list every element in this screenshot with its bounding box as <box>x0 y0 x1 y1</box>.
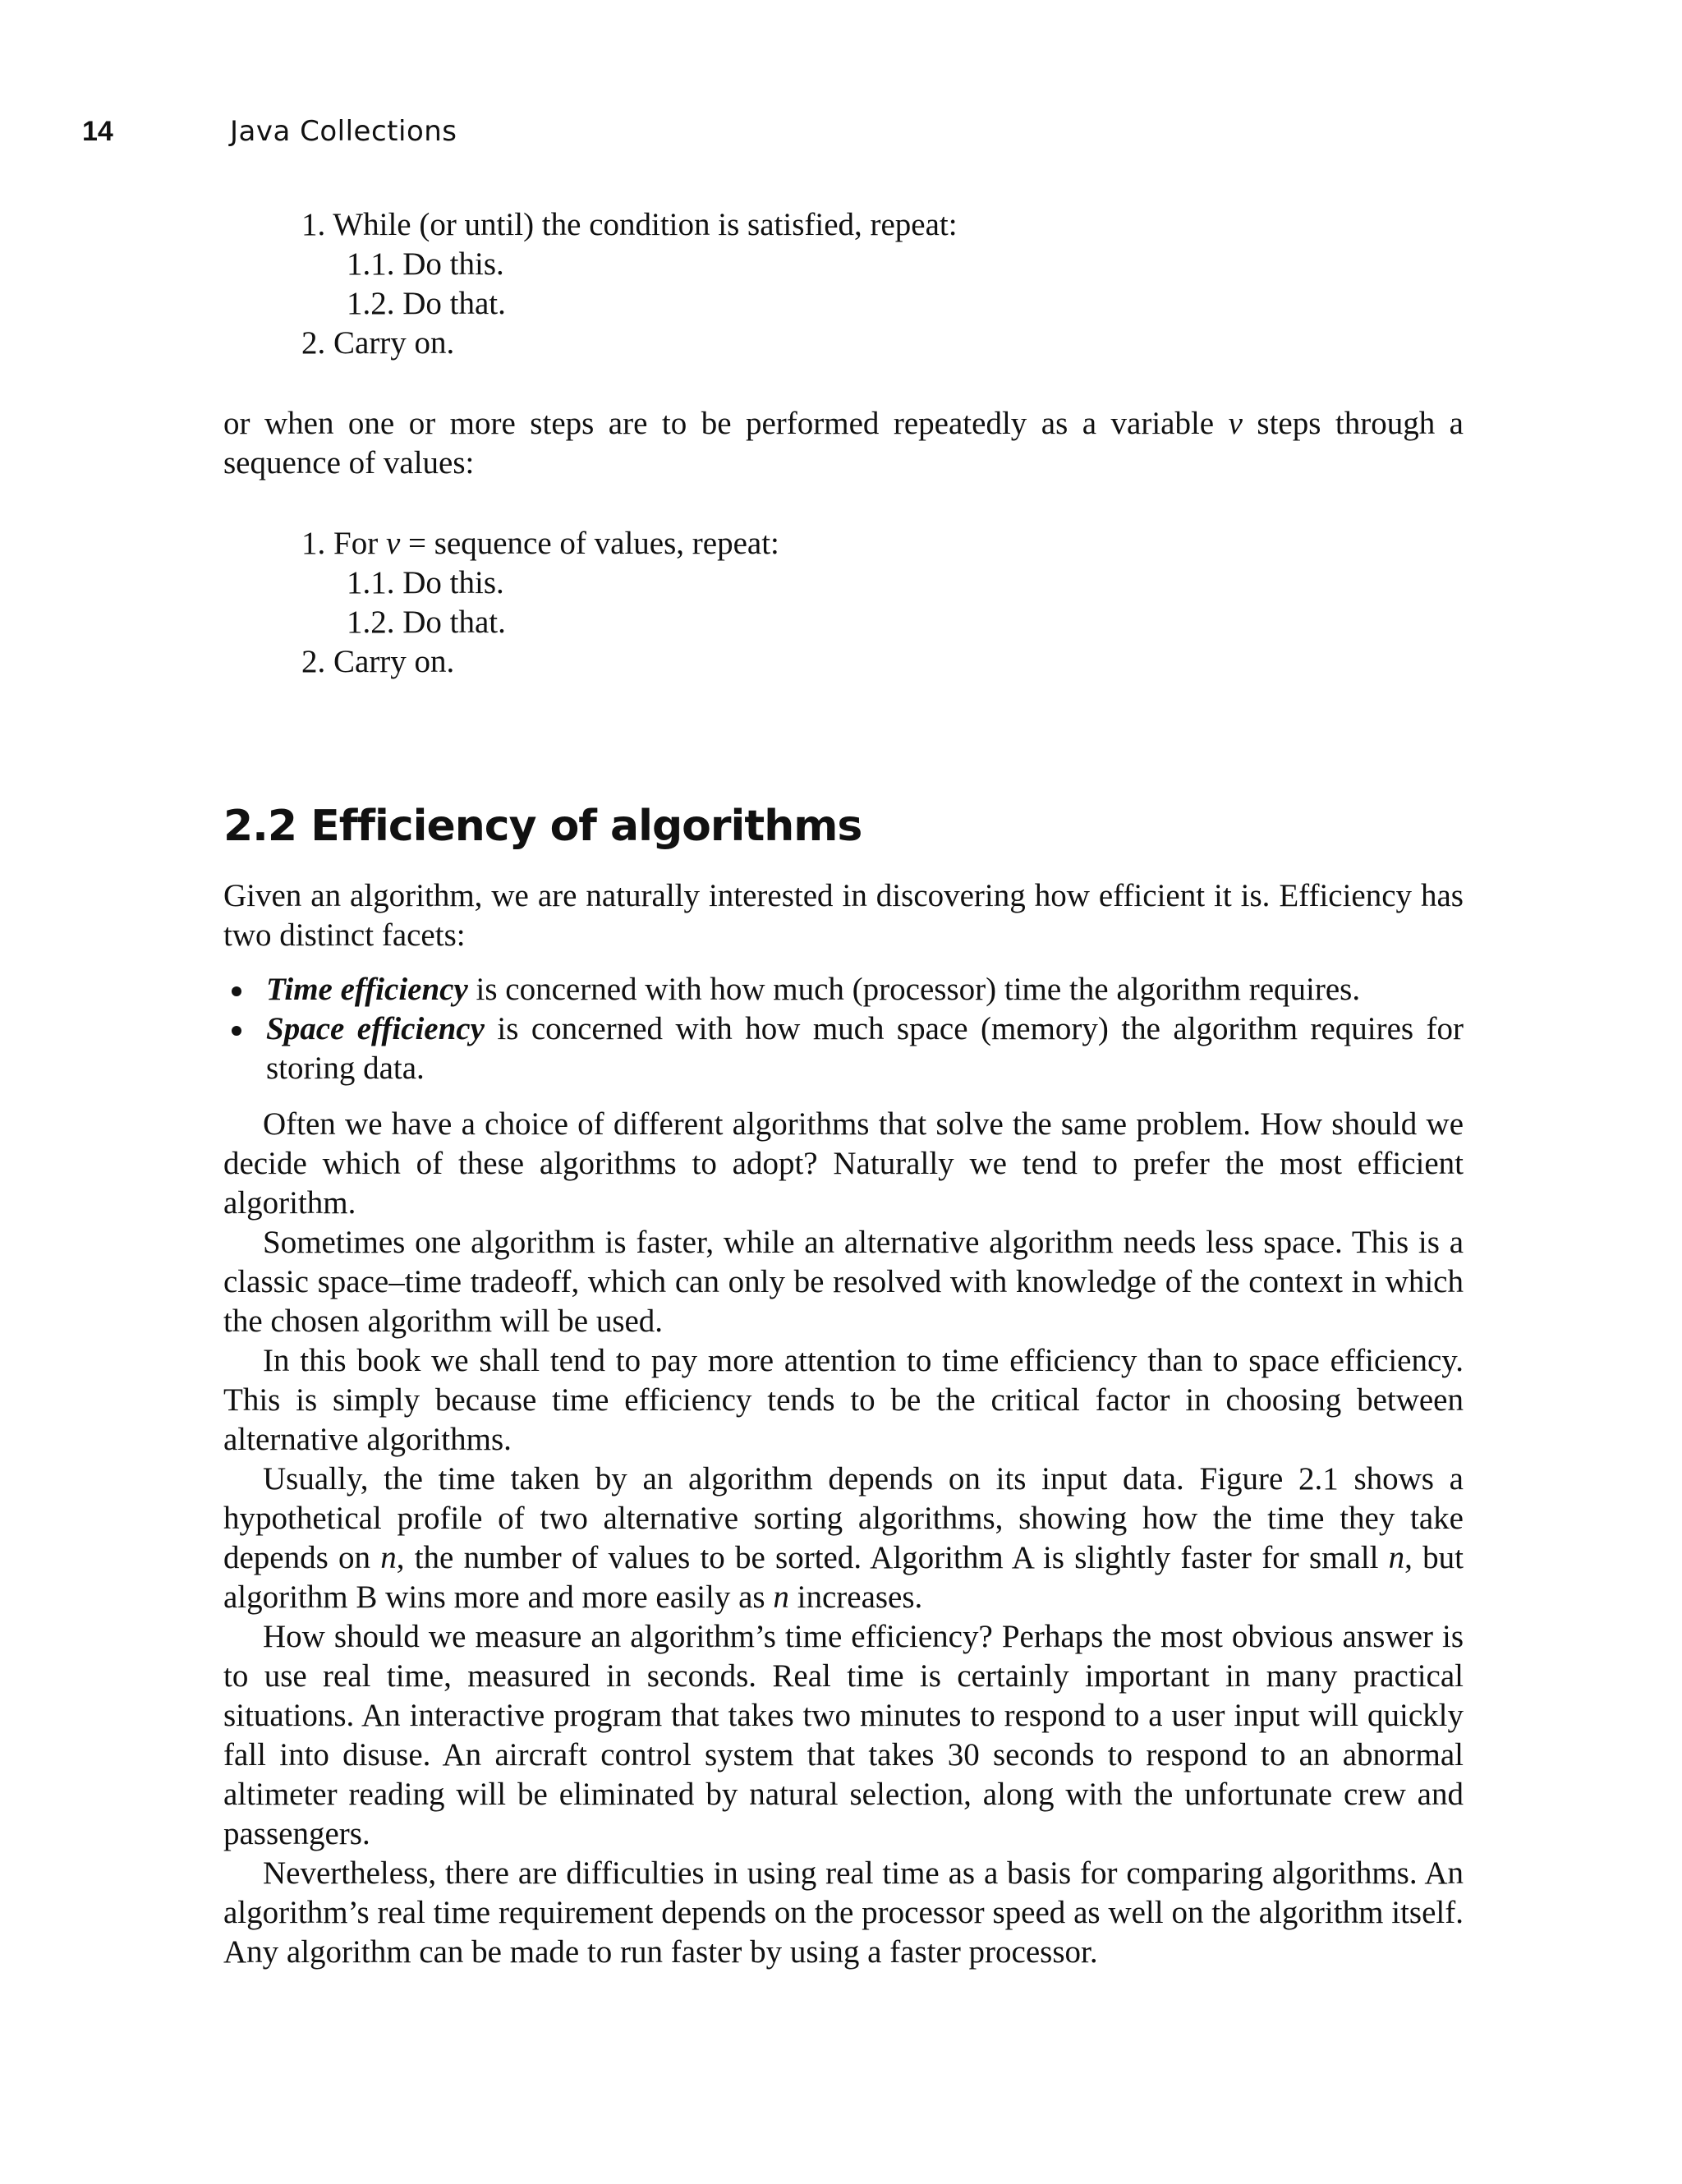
intro-paragraph: Given an algorithm, we are naturally interested in discovering how efficient it is. Efficiency has two distinct facets: <box>223 878 1464 953</box>
page-number: 14 <box>82 116 113 147</box>
while-step-1-2: 1.2. Do that. <box>347 286 506 321</box>
variable-n: n <box>380 1540 397 1575</box>
bullet-time-efficiency <box>223 970 1464 1009</box>
while-step-1: 1. While (or until) the condition is satisfied, repeat: <box>301 207 958 242</box>
bullet-text-time: is concerned with how much (processor) time the algorithm requires. <box>467 972 1361 1007</box>
page-header <box>82 115 457 156</box>
section-heading: 2.2 Efficiency of algorithms <box>223 802 862 851</box>
running-title: Java Collections <box>230 115 457 148</box>
variable-n: n <box>773 1579 789 1615</box>
bullet-icon <box>232 1026 241 1036</box>
paragraph-choice: Often we have a choice of different algorithms that solve the same problem. How should we decide which of these algorithms to adopt? Naturally we tend to prefer the most efficient algorithm. <box>223 1106 1464 1221</box>
page-content <box>223 205 1464 1972</box>
term-time-efficiency: Time efficiency <box>266 972 468 1007</box>
bullet-text-space: is concerned with how much space (memory) the algorithm requires for storing data. <box>266 1011 1464 1086</box>
term-space-efficiency: Space efficiency <box>266 1011 485 1046</box>
for-loop-intro-text-a: or when one or more steps are to be performed repeatedly as a variable <box>223 406 1229 441</box>
efficiency-facets-list <box>223 970 1464 1088</box>
while-step-2: 2. Carry on. <box>301 325 455 361</box>
for-step-2: 2. Carry on. <box>301 644 455 679</box>
for-step-variable-v: v <box>385 526 401 561</box>
for-loop-steps <box>223 524 1464 682</box>
for-step-1-2: 1.2. Do that. <box>347 605 506 640</box>
for-step-1 <box>301 524 1464 563</box>
paragraph-input-data <box>223 1460 1464 1617</box>
while-loop-steps <box>223 205 1464 363</box>
bullet-icon <box>232 986 241 996</box>
paragraph-difficulties: Nevertheless, there are difficulties in using real time as a basis for comparing algorithms. An algorithm’s real time requirement depends on the processor speed as well on the algorithm itself. Any algorithm can be made to run faster by using a faster processor. <box>223 1855 1464 1970</box>
p4-text-c: , but algorithm B wins more and more easily as <box>223 1540 1464 1615</box>
paragraph-real-time: How should we measure an algorithm’s time efficiency? Perhaps the most obvious answer is to use real time, measured in seconds. Real time is certainly important in many practical situations. An interactive program that takes two minutes to respond to a user input will quickly fall into disuse. An aircraft control system that takes 30 seconds to respond to an abnormal altimeter reading will be eliminated by natural selection, along with the unfortunate crew and passengers. <box>223 1619 1464 1851</box>
variable-v: v <box>1228 406 1243 441</box>
while-step-1-1: 1.1. Do this. <box>347 246 504 282</box>
for-step-1-1: 1.1. Do this. <box>347 565 504 600</box>
bullet-space-efficiency <box>223 1009 1464 1088</box>
p4-text-d: increases. <box>788 1579 923 1615</box>
for-loop-intro-text-b: steps through a sequence of values: <box>223 406 1464 480</box>
paragraph-time-focus: In this book we shall tend to pay more attention to time efficiency than to space efficiency. This is simply because time efficiency tends to be the critical factor in choosing between alternative algorithms. <box>223 1343 1464 1457</box>
p4-text-b: , the number of values to be sorted. Algorithm A is slightly faster for small <box>396 1540 1389 1575</box>
variable-n: n <box>1388 1540 1405 1575</box>
for-loop-intro-paragraph <box>223 404 1464 483</box>
for-step-1-text-b: = sequence of values, repeat: <box>400 526 779 561</box>
for-step-1-text-a: 1. For <box>301 526 386 561</box>
p4-text-a: Usually, the time taken by an algorithm depends on its input data. Figure 2.1 shows a hypothetical profile of two alternative sorting algorithms, showing how the time they take depends on <box>223 1461 1464 1575</box>
paragraph-tradeoff: Sometimes one algorithm is faster, while an alternative algorithm needs less space. This is a classic space–time tradeoff, which can only be resolved with knowledge of the context in which the chosen algorithm will be used. <box>223 1225 1464 1339</box>
